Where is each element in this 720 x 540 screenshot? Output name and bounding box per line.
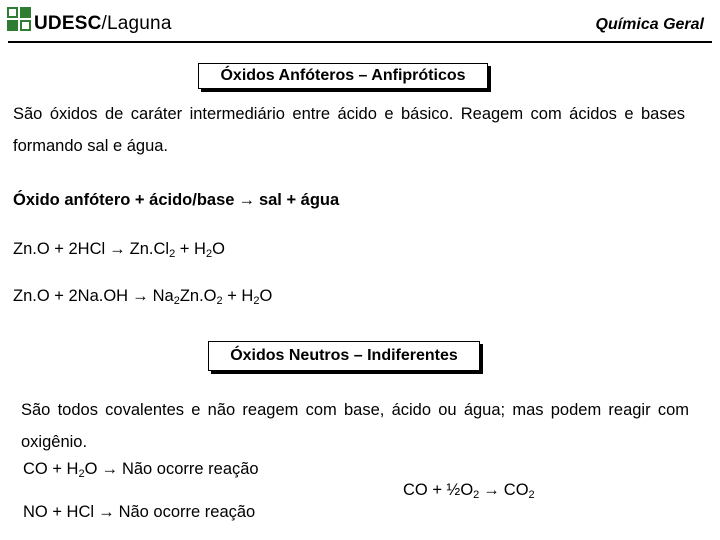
general-equation-left: Óxido anfótero + ácido/base	[13, 191, 235, 209]
equation-lhs: Zn.O + 2Na.OH	[13, 287, 129, 305]
equation-lhs: CO + H	[23, 460, 79, 478]
brand-prefix: UDESC	[34, 13, 102, 34]
section-description-neutros: São todos covalentes e não reagem com base, ácido ou água; mas podem reagir com oxigênio.	[21, 401, 689, 451]
arrow-icon: →	[483, 481, 500, 499]
subscript: 2	[528, 489, 535, 501]
subscript: 2	[216, 295, 223, 307]
equation-rhs: O	[259, 287, 273, 305]
arrow-icon: →	[101, 460, 118, 478]
equation-rhs: + H	[222, 287, 254, 305]
subscript: 2	[205, 248, 213, 260]
arrow-icon: →	[238, 191, 255, 209]
equation-zno-naoh	[13, 287, 272, 306]
subscript: 2	[78, 468, 85, 480]
arrow-icon: →	[132, 287, 149, 305]
course-title: Química Geral	[595, 16, 704, 33]
arrow-icon: →	[98, 503, 115, 521]
equation-lhs: CO + ½O	[403, 481, 474, 499]
equation-no-hcl	[23, 503, 255, 522]
equation-rhs: Não ocorre reação	[118, 503, 256, 521]
section-description-anfoteros: São óxidos de caráter intermediário entre ácido e básico. Reagem com ácidos e bases formando sal e água.	[13, 105, 685, 155]
equation-co-h2o	[23, 460, 259, 479]
header-divider	[8, 41, 712, 43]
section-title-anfoteros: Óxidos Anfóteros – Anfipróticos	[198, 63, 488, 89]
equation-lhs: Zn.O + 2HCl	[13, 240, 106, 258]
equation-rhs: Não ocorre reação	[121, 460, 259, 478]
subscript: 2	[473, 489, 480, 501]
subscript: 2	[173, 295, 180, 307]
equation-lhs: O	[84, 460, 98, 478]
equation-lhs: NO + HCl	[23, 503, 95, 521]
brand-suffix: /Laguna	[101, 13, 172, 34]
equation-co-o2	[403, 481, 535, 500]
subscript: 2	[169, 248, 176, 260]
udesc-logo-icon	[6, 6, 34, 34]
general-equation-right: sal + água	[258, 191, 340, 209]
equation-rhs: + H	[175, 240, 206, 258]
subscript: 2	[253, 295, 260, 307]
arrow-icon: →	[109, 240, 126, 258]
general-equation	[13, 191, 339, 210]
section-title-neutros: Óxidos Neutros – Indiferentes	[208, 341, 480, 371]
brand-title	[34, 13, 172, 35]
equation-zno-hcl	[13, 240, 225, 259]
equation-rhs: O	[212, 240, 225, 258]
equation-rhs: Zn.Cl	[129, 240, 170, 258]
equation-rhs: Zn.O	[179, 287, 217, 305]
equation-rhs: CO	[503, 481, 529, 499]
equation-rhs: Na	[152, 287, 174, 305]
